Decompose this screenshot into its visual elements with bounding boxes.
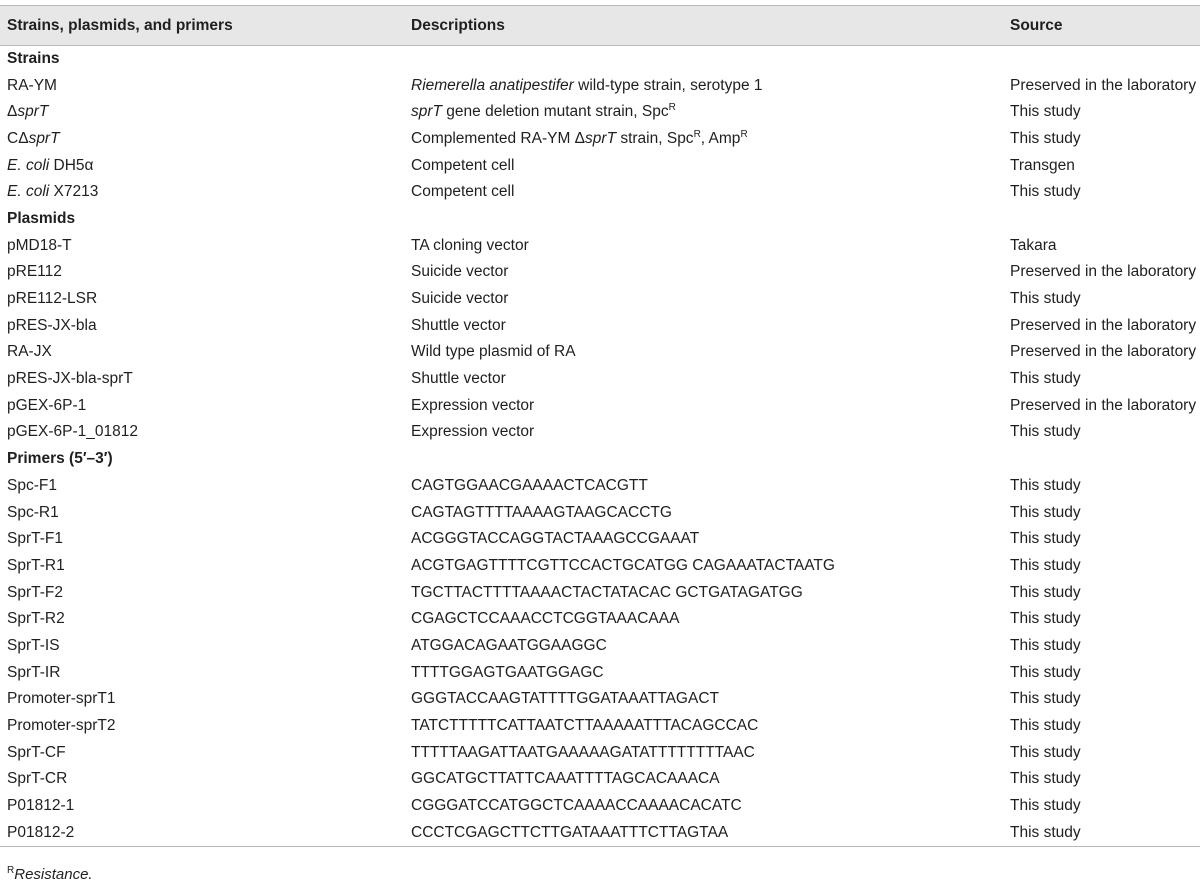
- table-row: [0, 766, 1200, 793]
- primer-source: This study: [1010, 530, 1081, 548]
- primer-source: This study: [1010, 663, 1081, 681]
- plasmid-description: Shuttle vector: [411, 316, 506, 334]
- section-label: Primers (5′–3′): [7, 450, 113, 468]
- primer-source: This study: [1010, 636, 1081, 654]
- primer-sequence: GGGTACCAAGTATTTTGGATAAATTAGACT: [411, 690, 719, 708]
- primer-source: This study: [1010, 797, 1081, 815]
- table-row: [0, 179, 1200, 206]
- footnote-marker: R: [7, 865, 15, 876]
- plasmid-name: pRE112-LSR: [7, 290, 98, 308]
- primer-name: Spc-F1: [7, 476, 57, 494]
- table-row: [0, 259, 1200, 286]
- footnote-text: Resistance.: [14, 866, 93, 883]
- plasmid-source: This study: [1010, 423, 1081, 441]
- table-row: [0, 526, 1200, 553]
- primer-source: This study: [1010, 743, 1081, 761]
- primer-sequence: CAGTGGAACGAAAACTCACGTT: [411, 476, 648, 494]
- table-row: [0, 286, 1200, 313]
- strain-name: E. coli DH5α: [7, 156, 94, 174]
- primer-name: SprT-R1: [7, 556, 65, 574]
- primer-sequence: GGCATGCTTATTCAAATTTTAGCACAAACA: [411, 770, 720, 788]
- primer-name: Spc-R1: [7, 503, 59, 521]
- strain-source: This study: [1010, 129, 1081, 147]
- plasmid-source: Preserved in the laboratory: [1010, 316, 1197, 334]
- plasmid-description: Expression vector: [411, 396, 535, 414]
- header-strains-plasmids-primers: Strains, plasmids, and primers: [0, 6, 411, 46]
- table-row: [0, 553, 1200, 580]
- plasmid-source: Preserved in the laboratory: [1010, 263, 1197, 281]
- strain-source: Preserved in the laboratory: [1010, 76, 1197, 94]
- strain-description: Riemerella anatipestifer wild-type strain, serotype 1: [411, 76, 763, 94]
- table-row: [0, 152, 1200, 179]
- primer-name: P01812-2: [0, 819, 411, 846]
- table-row: [0, 713, 1200, 740]
- primer-name: SprT-CR: [7, 770, 68, 788]
- plasmid-source: This study: [1010, 370, 1081, 388]
- primer-sequence: ACGTGAGTTTTCGTTCCACTGCATGG CAGAAATACTAATG: [411, 556, 835, 574]
- primer-source: This study: [1010, 690, 1081, 708]
- strain-name: E. coli X7213: [7, 183, 99, 201]
- section-row-plasmids: [0, 206, 1200, 233]
- section-row-strains: [0, 46, 1200, 73]
- table-row: [0, 232, 1200, 259]
- plasmid-name: pGEX-6P-1_01812: [7, 423, 138, 441]
- table-row: [0, 686, 1200, 713]
- plasmid-source: Preserved in the laboratory: [1010, 343, 1197, 361]
- section-row-primers: [0, 446, 1200, 473]
- primer-source: This study: [1010, 503, 1081, 521]
- plasmid-name: pGEX-6P-1: [7, 396, 87, 414]
- primer-name: SprT-R2: [7, 610, 65, 628]
- primer-source: This study: [1010, 476, 1081, 494]
- table-row: [0, 633, 1200, 660]
- table-row: [0, 72, 1200, 99]
- plasmid-description: Expression vector: [411, 423, 535, 441]
- primer-name: Promoter-sprT1: [7, 690, 116, 708]
- table-row: [0, 126, 1200, 153]
- table-row: [0, 499, 1200, 526]
- primer-source: This study: [1010, 556, 1081, 574]
- table-row: [0, 312, 1200, 339]
- table-row: [0, 739, 1200, 766]
- table-row: [0, 419, 1200, 446]
- strain-source: This study: [1010, 183, 1081, 201]
- strain-description: Competent cell: [411, 183, 515, 201]
- table-row: [0, 606, 1200, 633]
- strains-plasmids-primers-table: [0, 5, 1200, 847]
- primer-name: SprT-F2: [7, 583, 63, 601]
- plasmid-name: pRE112: [7, 263, 62, 281]
- primer-sequence: CGGGATCCATGGCTCAAAACCAAAACACATC: [411, 797, 742, 815]
- plasmid-name: pRES-JX-bla-sprT: [7, 370, 133, 388]
- plasmid-description: Suicide vector: [411, 263, 509, 281]
- primer-source: This study: [1010, 770, 1081, 788]
- primer-name: SprT-F1: [7, 530, 63, 548]
- table-row: [0, 392, 1200, 419]
- strain-description: sprT gene deletion mutant strain, Spc$^R$: [411, 102, 676, 121]
- primer-sequence: ACGGGTACCAGGTACTAAAGCCGAAAT: [411, 530, 700, 548]
- primer-sequence: CAGTAGTTTTAAAAGTAAGCACCTG: [411, 503, 672, 521]
- table-row: [0, 99, 1200, 126]
- plasmid-description: Shuttle vector: [411, 370, 506, 388]
- table-row: [0, 579, 1200, 606]
- strain-name: CΔsprT: [7, 129, 60, 147]
- primer-name: SprT-IR: [7, 663, 61, 681]
- section-label: Strains: [7, 50, 60, 68]
- table-row: [0, 659, 1200, 686]
- plasmid-description: Wild type plasmid of RA: [411, 343, 576, 361]
- plasmid-source: Preserved in the laboratory: [1010, 396, 1197, 414]
- table-row: [0, 339, 1200, 366]
- section-label: Plasmids: [7, 209, 76, 227]
- primer-name: SprT-CF: [7, 743, 66, 761]
- table-header-row: [0, 6, 1200, 46]
- primer-sequence: ATGGACAGAATGGAAGGC: [411, 636, 607, 654]
- primer-source: This study: [1003, 819, 1200, 846]
- primer-source: This study: [1010, 610, 1081, 628]
- primer-sequence: TTTTTAAGATTAATGAAAAAGATATTTTTTTTAAC: [411, 743, 755, 761]
- primer-sequence: TGCTTACTTTTAAAACTACTATACAC GCTGATAGATGG: [411, 583, 803, 601]
- table-row: [0, 473, 1200, 500]
- strain-name: ΔsprT: [7, 103, 49, 121]
- table-row: [0, 819, 1200, 846]
- plasmid-source: Takara: [1010, 236, 1057, 254]
- primer-name: P01812-1: [7, 797, 75, 815]
- strain-description: Complemented RA-YM ΔsprT strain, Spc$^R$, Amp$^R$: [411, 128, 748, 147]
- strain-source: Transgen: [1010, 156, 1075, 174]
- table-footnote: [7, 866, 93, 883]
- plasmid-source: This study: [1010, 290, 1081, 308]
- primer-source: This study: [1010, 583, 1081, 601]
- primer-name: SprT-IS: [7, 636, 60, 654]
- strain-name: RA-YM: [7, 76, 57, 94]
- primer-name: Promoter-sprT2: [7, 717, 116, 735]
- table-row: [0, 793, 1200, 820]
- primer-sequence: CCCTCGAGCTTCTTGATAAATTTCTTAGTAA: [411, 819, 1003, 846]
- primer-sequence: CGAGCTCCAAACCTCGGTAAACAAA: [411, 610, 680, 628]
- plasmid-name: RA-JX: [7, 343, 52, 361]
- header-descriptions: Descriptions: [411, 6, 1003, 46]
- primer-source: This study: [1010, 717, 1081, 735]
- plasmid-name: pMD18-T: [7, 236, 72, 254]
- table-row: [0, 366, 1200, 393]
- primer-sequence: TTTTGGAGTGAATGGAGC: [411, 663, 604, 681]
- plasmid-description: Suicide vector: [411, 290, 509, 308]
- header-source: Source: [1003, 6, 1200, 46]
- plasmid-description: TA cloning vector: [411, 236, 529, 254]
- plasmid-name: pRES-JX-bla: [7, 316, 97, 334]
- strain-source: This study: [1010, 103, 1081, 121]
- strain-description: Competent cell: [411, 156, 515, 174]
- primer-sequence: TATCTTTTTCATTAATCTTAAAAATTTACAGCCAC: [411, 717, 759, 735]
